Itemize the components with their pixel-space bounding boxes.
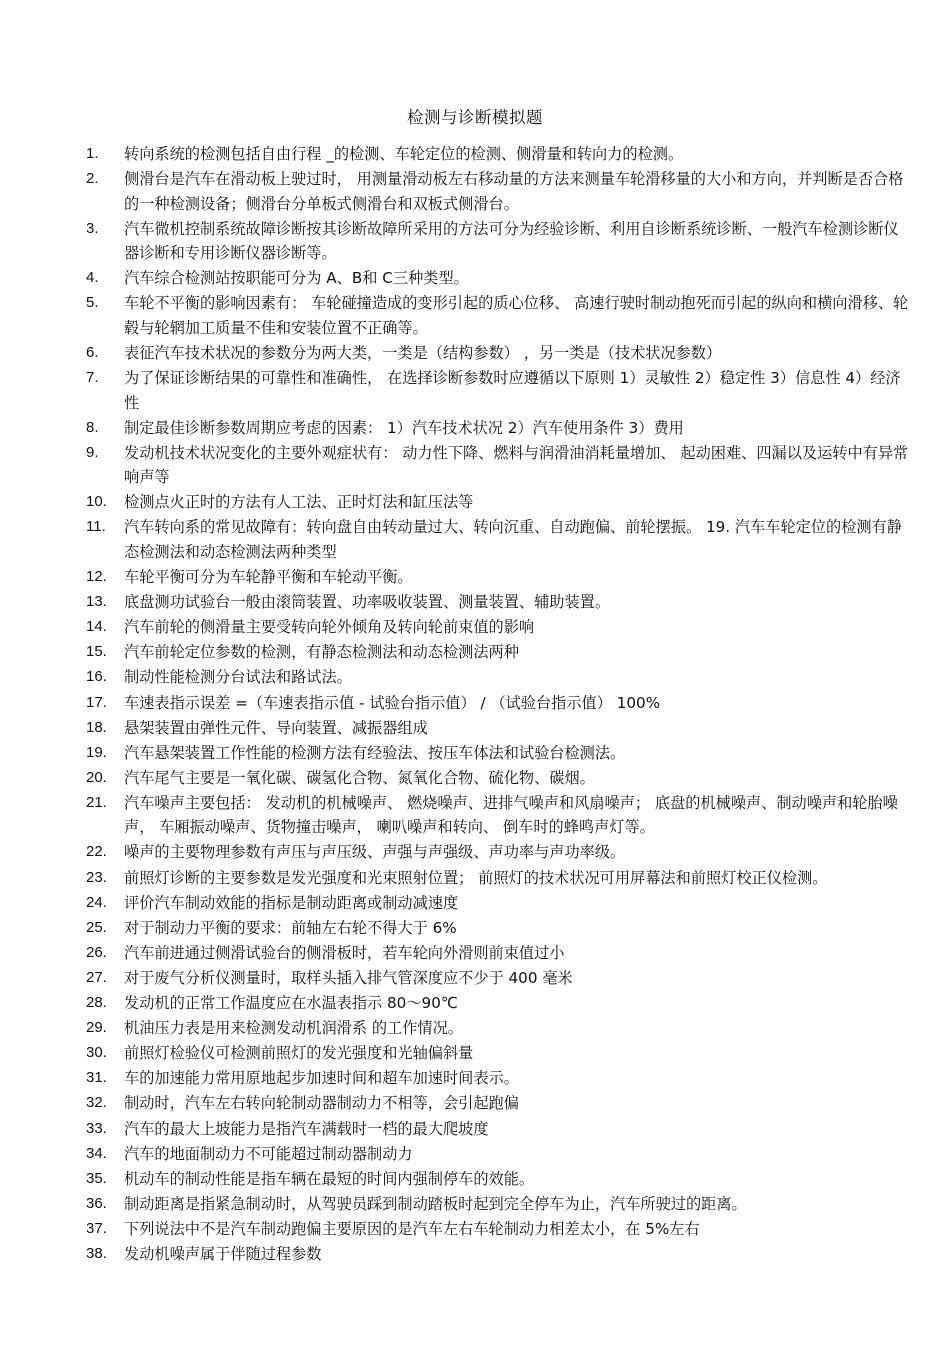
question-item xyxy=(0,441,950,490)
question-text: 汽车尾气主要是一氧化碳、碳氢化合物、氮氧化合物、硫化物、碳烟。 xyxy=(124,768,595,787)
question-item xyxy=(0,1041,950,1066)
question-number: 33. xyxy=(86,1119,107,1137)
question-text: 车速表指示误差 =（车速表指示值 - 试验台指示值） / （试验台指示值） 100% xyxy=(124,693,661,712)
question-text: 汽车前进通过侧滑试验台的侧滑板时，若车轮向外滑则前束值过小 xyxy=(124,943,565,962)
question-list xyxy=(0,142,950,1267)
question-number: 28. xyxy=(86,994,107,1012)
question-text: 下列说法中不是汽车制动跑偏主要原因的是汽车左右车轮制动力相差太小，在 5%左右 xyxy=(124,1219,700,1238)
question-text: 制定最佳诊断参数周期应考虑的因素： 1）汽车技术状况 2）汽车使用条件 3）费用 xyxy=(124,418,684,437)
question-number: 9. xyxy=(86,443,99,461)
question-text: 汽车的最大上坡能力是指汽车满载时一档的最大爬坡度 xyxy=(124,1119,489,1138)
question-text: 发动机的正常工作温度应在水温表指示 80～90℃ xyxy=(124,994,458,1013)
question-number: 12. xyxy=(86,568,107,586)
question-item xyxy=(0,665,950,690)
question-text: 汽车的地面制动力不可能超过制动器制动力 xyxy=(124,1144,413,1163)
question-number: 13. xyxy=(86,593,107,611)
question-number: 24. xyxy=(86,893,107,911)
question-item xyxy=(0,490,950,515)
question-text: 发动机噪声属于伴随过程参数 xyxy=(124,1244,322,1263)
question-text: 前照灯检验仪可检测前照灯的发光强度和光轴偏斜量 xyxy=(124,1044,474,1063)
question-text: 噪声的主要物理参数有声压与声压级、声强与声强级、声功率与声功率级。 xyxy=(124,843,626,862)
question-item xyxy=(0,341,950,366)
question-text: 汽车综合检测站按职能可分为 A、B和 C三种类型。 xyxy=(124,269,469,288)
question-number: 7. xyxy=(86,369,99,387)
question-number: 22. xyxy=(86,843,107,861)
question-number: 25. xyxy=(86,918,107,936)
question-number: 16. xyxy=(86,668,107,686)
question-item xyxy=(0,1117,950,1142)
question-item xyxy=(0,1192,950,1217)
question-item xyxy=(0,615,950,640)
question-text: 制动性能检测分台试法和路试法。 xyxy=(124,668,352,687)
question-number: 18. xyxy=(86,718,107,736)
question-number: 14. xyxy=(86,618,107,636)
question-number: 27. xyxy=(86,968,107,986)
question-number: 38. xyxy=(86,1244,107,1262)
question-item xyxy=(0,741,950,766)
question-text: 汽车微机控制系统故障诊断按其诊断故障所采用的方法可分为经验诊断、利用自诊断系统诊断、一般汽车检测诊断仪器诊断和专用诊断仪器诊断等。 xyxy=(124,219,899,263)
question-item xyxy=(0,840,950,865)
question-item xyxy=(0,966,950,991)
question-text: 发动机技术状况变化的主要外观症状有： 动力性下降、燃料与润滑油消耗量增加、 起动困难、四漏以及运转中有异常响声等 xyxy=(124,443,909,487)
question-item xyxy=(0,366,950,415)
question-text: 为了保证诊断结果的可靠性和准确性， 在选择诊断参数时应遵循以下原则 1）灵敏性 2）稳定性 3）信息性 4）经济性 xyxy=(124,369,901,412)
question-item xyxy=(0,590,950,615)
question-item xyxy=(0,1217,950,1242)
question-text: 车轮不平衡的影响因素有： 车轮碰撞造成的变形引起的质心位移、 高速行驶时制动抱死而引起的纵向和横向滑移、轮毂与轮辋加工质量不佳和安装位置不正确等。 xyxy=(124,294,909,337)
question-text: 底盘测功试验台一般由滚筒装置、功率吸收装置、测量装置、辅助装置。 xyxy=(124,593,610,612)
question-number: 3. xyxy=(86,219,99,237)
question-item xyxy=(0,716,950,741)
question-text: 对于制动力平衡的要求：前轴左右轮不得大于 6% xyxy=(124,918,457,937)
question-item xyxy=(0,1167,950,1192)
question-number: 21. xyxy=(86,793,107,811)
question-number: 34. xyxy=(86,1144,107,1162)
question-number: 10. xyxy=(86,493,107,511)
question-text: 汽车转向系的常见故障有：转向盘自由转动量过大、转向沉重、自动跑偏、前轮摆振。 19. 汽车车轮定位的检测有静态检测法和动态检测法两种类型 xyxy=(124,518,902,561)
question-text: 汽车噪声主要包括： 发动机的机械噪声、 燃烧噪声、进排气噪声和风扇噪声； 底盘的机械噪声、制动噪声和轮胎噪声， 车厢振动噪声、货物撞击噪声， 喇叭噪声和转向、 倒车时的蜂鸣声灯等。 xyxy=(124,793,898,837)
question-number: 19. xyxy=(86,743,107,761)
question-text: 评价汽车制动效能的指标是制动距离或制动减速度 xyxy=(124,893,459,912)
question-item xyxy=(0,291,950,340)
question-text: 机动车的制动性能是指车辆在最短的时间内强制停车的效能。 xyxy=(124,1169,535,1188)
question-item xyxy=(0,941,950,966)
question-item xyxy=(0,142,950,167)
question-number: 23. xyxy=(86,868,107,886)
question-text: 汽车悬架装置工作性能的检测方法有经验法、按压车体法和试验台检测法。 xyxy=(124,743,626,762)
question-item xyxy=(0,1091,950,1116)
question-number: 35. xyxy=(86,1169,107,1187)
question-item xyxy=(0,766,950,791)
question-item xyxy=(0,167,950,216)
question-text: 对于废气分析仪测量时，取样头插入排气管深度应不少于 400 毫米 xyxy=(124,968,573,987)
question-text: 车轮平衡可分为车轮静平衡和车轮动平衡。 xyxy=(124,568,413,587)
question-text: 侧滑台是汽车在滑动板上驶过时， 用测量滑动板左右移动量的方法来测量车轮滑移量的大小和方向，并判断是否合格的一种检测设备；侧滑台分单板式侧滑台和双板式侧滑台。 xyxy=(124,170,904,213)
question-text: 前照灯诊断的主要参数是发光强度和光束照射位置； 前照灯的技术状况可用屏幕法和前照灯校正仪检测。 xyxy=(124,868,828,887)
question-number: 26. xyxy=(86,943,107,961)
question-text: 制动时，汽车左右转向轮制动器制动力不相等，会引起跑偏 xyxy=(124,1094,519,1113)
question-item xyxy=(0,1066,950,1091)
question-item xyxy=(0,217,950,266)
question-text: 机油压力表是用来检测发动机润滑系 的工作情况。 xyxy=(124,1019,463,1038)
question-text: 悬架装置由弹性元件、导向装置、减振器组成 xyxy=(124,718,428,737)
question-number: 11. xyxy=(86,518,106,536)
question-item xyxy=(0,866,950,891)
question-item xyxy=(0,916,950,941)
question-number: 32. xyxy=(86,1094,107,1112)
question-item xyxy=(0,691,950,716)
question-item xyxy=(0,515,950,564)
question-text: 检测点火正时的方法有人工法、正时灯法和缸压法等 xyxy=(124,493,474,512)
question-number: 5. xyxy=(86,294,99,312)
question-text: 转向系统的检测包括自由行程 _的检测、车轮定位的检测、侧滑量和转向力的检测。 xyxy=(124,145,684,163)
question-item xyxy=(0,1242,950,1267)
question-number: 20. xyxy=(86,768,107,786)
question-text: 汽车前轮的侧滑量主要受转向轮外倾角及转向轮前束值的影响 xyxy=(124,618,535,637)
question-number: 31. xyxy=(86,1069,107,1087)
question-item xyxy=(0,1142,950,1167)
question-item xyxy=(0,565,950,590)
question-text: 表征汽车技术状况的参数分为两大类，一类是（结构参数） ，另一类是（技术状况参数） xyxy=(124,343,722,362)
question-number: 2. xyxy=(86,170,99,188)
question-item xyxy=(0,416,950,441)
question-number: 15. xyxy=(86,643,107,661)
question-number: 36. xyxy=(86,1194,107,1212)
question-item xyxy=(0,991,950,1016)
question-number: 4. xyxy=(86,269,99,287)
question-number: 29. xyxy=(86,1019,107,1037)
question-item xyxy=(0,266,950,291)
question-text: 汽车前轮定位参数的检测，有静态检测法和动态检测法两种 xyxy=(124,643,519,662)
question-number: 30. xyxy=(86,1044,107,1062)
question-item xyxy=(0,891,950,916)
question-item xyxy=(0,791,950,840)
question-number: 1. xyxy=(86,145,99,162)
document-title: 检测与诊断模拟题 xyxy=(407,108,543,127)
question-number: 8. xyxy=(86,418,99,436)
question-number: 17. xyxy=(86,693,107,711)
question-number: 6. xyxy=(86,343,99,361)
question-text: 车的加速能力常用原地起步加速时间和超车加速时间表示。 xyxy=(124,1069,519,1088)
question-item xyxy=(0,1016,950,1041)
question-item xyxy=(0,640,950,665)
question-number: 37. xyxy=(86,1219,107,1237)
question-text: 制动距离是指紧急制动时，从驾驶员踩到制动踏板时起到完全停车为止，汽车所驶过的距离。 xyxy=(124,1194,747,1213)
